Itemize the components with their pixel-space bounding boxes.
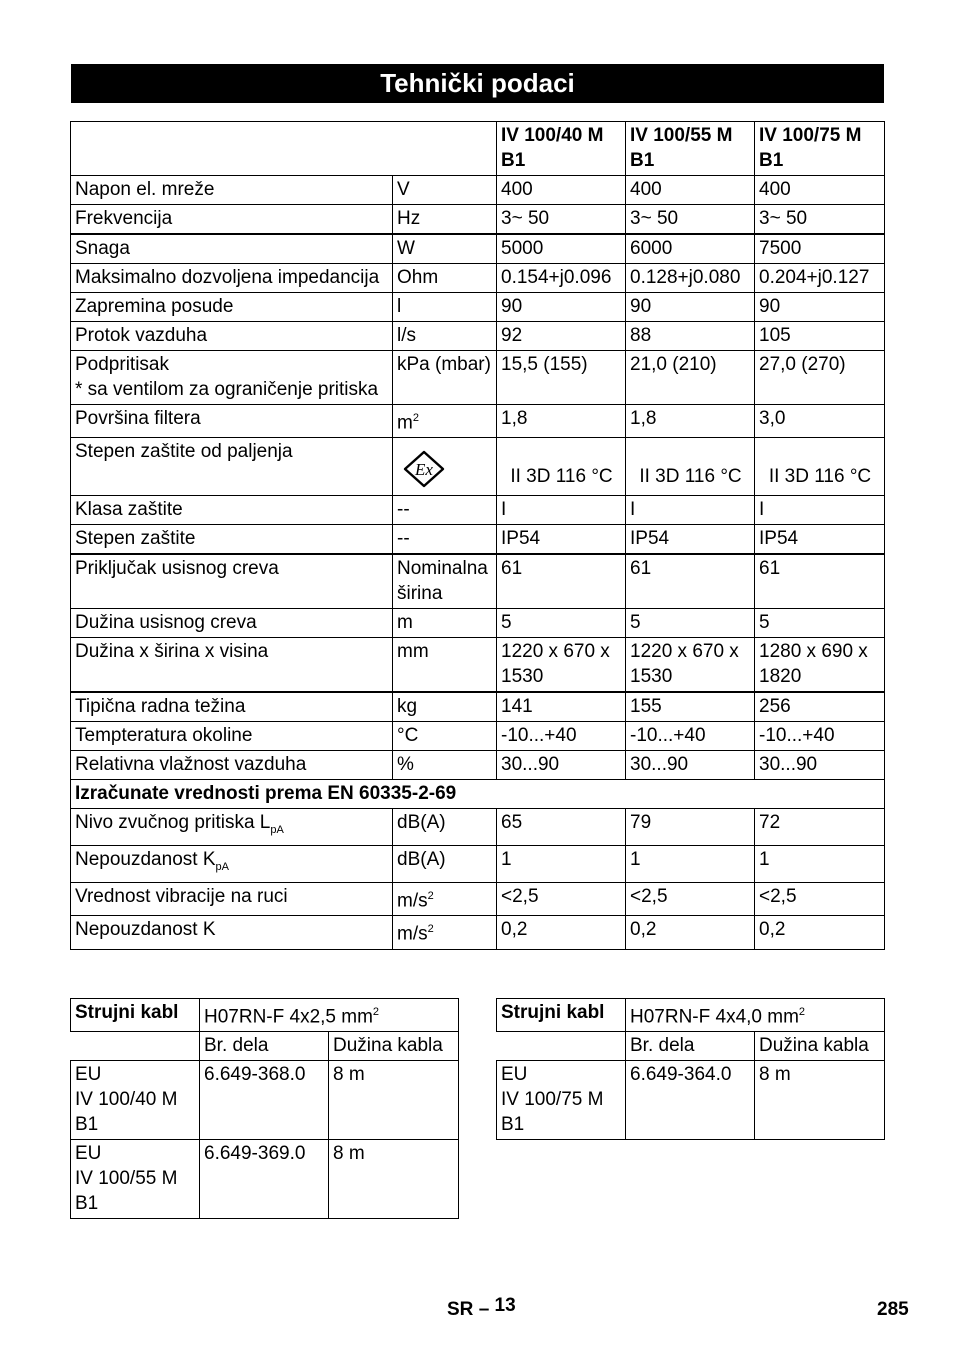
row-value: 400 bbox=[497, 176, 626, 205]
row-unit-text: m bbox=[397, 612, 413, 634]
table-row bbox=[71, 234, 885, 264]
footer-section bbox=[447, 1295, 516, 1321]
row-label bbox=[71, 525, 393, 555]
cable-row bbox=[71, 1061, 459, 1140]
cable-header-row bbox=[71, 999, 459, 1032]
row-unit-text: kPa (mbar) bbox=[397, 354, 491, 375]
section-row bbox=[71, 780, 885, 809]
row-unit bbox=[393, 722, 497, 751]
row-label bbox=[71, 176, 393, 205]
cable-type bbox=[626, 999, 885, 1032]
table-row bbox=[71, 264, 885, 293]
cable-type-text: H07RN-F 4x4,0 mm bbox=[630, 1006, 799, 1028]
row-label-text: Zapremina posude bbox=[75, 296, 234, 317]
row-unit bbox=[393, 293, 497, 322]
row-value: <2,5 bbox=[755, 882, 885, 915]
row-unit-text: mm bbox=[397, 641, 429, 663]
row-unit bbox=[393, 264, 497, 293]
model-header: IV 100/40 M B1 bbox=[497, 122, 626, 176]
footer-language: SR bbox=[447, 1299, 474, 1320]
row-label-text: Frekvencija bbox=[75, 208, 173, 229]
cable-header-row bbox=[497, 999, 885, 1032]
row-value: II 3D 116 °C bbox=[626, 438, 755, 496]
cable-col-part: Br. dela bbox=[626, 1032, 755, 1061]
row-unit bbox=[393, 234, 497, 264]
row-value: 3~ 50 bbox=[626, 205, 755, 235]
cable-label: Strujni kabl bbox=[497, 999, 626, 1032]
cable-superscript: 2 bbox=[798, 1006, 806, 1018]
row-value: II 3D 116 °C bbox=[497, 438, 626, 496]
row-value: 5000 bbox=[497, 234, 626, 264]
row-value: -10...+40 bbox=[755, 722, 885, 751]
row-value: 1,8 bbox=[497, 405, 626, 438]
row-value: I bbox=[497, 496, 626, 525]
row-unit-text: °C bbox=[397, 725, 419, 747]
row-unit-text: dB(A) bbox=[397, 849, 446, 871]
row-value: IP54 bbox=[755, 525, 885, 555]
table-row bbox=[71, 692, 885, 722]
row-value: 1 bbox=[497, 846, 626, 883]
label-subscript: pA bbox=[215, 860, 229, 873]
row-value: 1 bbox=[755, 846, 885, 883]
cable-type-text: H07RN-F 4x2,5 mm bbox=[204, 1006, 373, 1028]
cable-right-body bbox=[497, 999, 885, 1140]
row-value: 105 bbox=[755, 322, 885, 351]
row-label-text: Stepen zaštite od paljenja bbox=[75, 441, 293, 463]
row-unit-text: l bbox=[397, 296, 402, 317]
row-label-text: Tipična radna težina bbox=[75, 696, 246, 718]
row-label bbox=[71, 882, 393, 915]
technical-data-body bbox=[71, 122, 885, 950]
table-row bbox=[71, 722, 885, 751]
row-unit-text: -- bbox=[397, 528, 410, 550]
table-row bbox=[71, 846, 885, 883]
cable-left-body bbox=[71, 999, 459, 1219]
row-label bbox=[71, 638, 393, 693]
row-value: 1220 x 670 x 1530 bbox=[626, 638, 755, 693]
row-label bbox=[71, 322, 393, 351]
unit-superscript: 2 bbox=[412, 412, 419, 424]
row-label-text: Maksimalno dozvoljena impedancija bbox=[75, 267, 380, 288]
cable-row bbox=[71, 1140, 459, 1219]
row-value: 0.128+j0.080 bbox=[626, 264, 755, 293]
row-label bbox=[71, 609, 393, 638]
row-value: 0,2 bbox=[497, 916, 626, 949]
row-unit bbox=[393, 525, 497, 555]
row-unit-text: % bbox=[397, 754, 414, 776]
table-row bbox=[71, 405, 885, 438]
row-value: 79 bbox=[626, 809, 755, 846]
row-label bbox=[71, 916, 393, 949]
cable-col-length: Dužina kabla bbox=[755, 1032, 885, 1061]
row-value: 30...90 bbox=[497, 751, 626, 780]
row-unit-text: kg bbox=[397, 696, 418, 718]
cable-model: EU IV 100/55 M B1 bbox=[71, 1140, 200, 1219]
table-row bbox=[71, 351, 885, 405]
row-unit bbox=[393, 322, 497, 351]
cable-type bbox=[200, 999, 459, 1032]
row-label-text: Nepouzdanost K bbox=[75, 849, 216, 871]
row-unit bbox=[393, 405, 497, 438]
row-label-text: Dužina x širina x visina bbox=[75, 641, 269, 663]
cable-superscript: 2 bbox=[372, 1006, 380, 1018]
row-unit-text: Ohm bbox=[397, 267, 439, 288]
table-row bbox=[71, 205, 885, 235]
cable-part: 6.649-369.0 bbox=[200, 1140, 329, 1219]
row-label bbox=[71, 405, 393, 438]
row-label-text: Tempteratura okoline bbox=[75, 725, 253, 747]
cable-part: 6.649-368.0 bbox=[200, 1061, 329, 1140]
cable-part: 6.649-364.0 bbox=[626, 1061, 755, 1140]
row-label bbox=[71, 496, 393, 525]
row-unit bbox=[393, 554, 497, 609]
row-unit bbox=[393, 351, 497, 405]
row-value: 92 bbox=[497, 322, 626, 351]
row-value: 1,8 bbox=[626, 405, 755, 438]
row-value: 30...90 bbox=[626, 751, 755, 780]
row-label bbox=[71, 351, 393, 405]
row-value: 21,0 (210) bbox=[626, 351, 755, 405]
row-value: 72 bbox=[755, 809, 885, 846]
row-label-text: Površina filtera bbox=[75, 408, 201, 429]
row-value: 88 bbox=[626, 322, 755, 351]
row-label bbox=[71, 692, 393, 722]
row-unit bbox=[393, 609, 497, 638]
row-label-text: Relativna vlažnost vazduha bbox=[75, 754, 307, 776]
cable-col-length: Dužina kabla bbox=[329, 1032, 459, 1061]
row-label bbox=[71, 438, 393, 496]
row-unit-text: W bbox=[397, 238, 415, 259]
row-label-text: Klasa zaštite bbox=[75, 499, 183, 521]
table-row bbox=[71, 438, 885, 496]
row-unit-text: dB(A) bbox=[397, 812, 446, 834]
row-unit bbox=[393, 846, 497, 883]
row-value: IP54 bbox=[626, 525, 755, 555]
cable-col-part: Br. dela bbox=[200, 1032, 329, 1061]
cable-length: 8 m bbox=[329, 1061, 459, 1140]
row-value: 3~ 50 bbox=[755, 205, 885, 235]
row-value: 90 bbox=[755, 293, 885, 322]
row-label-text: Napon el. mreže bbox=[75, 179, 215, 200]
row-label bbox=[71, 722, 393, 751]
table-row bbox=[71, 293, 885, 322]
section-label: Izračunate vrednosti prema EN 60335-2-69 bbox=[71, 780, 885, 809]
row-value: 5 bbox=[626, 609, 755, 638]
row-value: 0,2 bbox=[626, 916, 755, 949]
row-value: -10...+40 bbox=[626, 722, 755, 751]
row-value: 155 bbox=[626, 692, 755, 722]
table-header-row bbox=[71, 122, 885, 176]
row-label bbox=[71, 293, 393, 322]
row-value: 256 bbox=[755, 692, 885, 722]
table-row bbox=[71, 322, 885, 351]
table-row bbox=[71, 916, 885, 949]
row-label bbox=[71, 234, 393, 264]
footer-section-page: 13 bbox=[494, 1295, 516, 1316]
row-unit bbox=[393, 496, 497, 525]
row-value: 61 bbox=[626, 554, 755, 609]
row-unit bbox=[393, 751, 497, 780]
row-label-text: Nivo zvučnog pritiska L bbox=[75, 812, 271, 834]
row-value: 1220 x 670 x 1530 bbox=[497, 638, 626, 693]
row-label-text: Dužina usisnog creva bbox=[75, 612, 257, 634]
row-unit bbox=[393, 176, 497, 205]
cable-columns-row bbox=[71, 1032, 459, 1061]
footer-dash: – bbox=[478, 1299, 490, 1320]
row-value: 65 bbox=[497, 809, 626, 846]
row-unit-text: m bbox=[397, 412, 413, 434]
row-value: 400 bbox=[626, 176, 755, 205]
row-label-text: Podpritisak * sa ventilom za ograničenje pritiska bbox=[75, 354, 379, 400]
model-header: IV 100/55 M B1 bbox=[626, 122, 755, 176]
cable-table-right bbox=[496, 998, 885, 1140]
row-unit bbox=[393, 438, 497, 496]
row-value: IP54 bbox=[497, 525, 626, 555]
row-label-text: Priključak usisnog creva bbox=[75, 558, 279, 580]
cable-table-left bbox=[70, 998, 459, 1219]
header-empty-cell bbox=[71, 122, 497, 176]
table-row bbox=[71, 525, 885, 555]
table-row bbox=[71, 809, 885, 846]
model-header: IV 100/75 M B1 bbox=[755, 122, 885, 176]
row-value: 5 bbox=[755, 609, 885, 638]
row-unit-text: l/s bbox=[397, 325, 416, 346]
cable-row bbox=[497, 1061, 885, 1140]
cable-model: EU IV 100/40 M B1 bbox=[71, 1061, 200, 1140]
row-label bbox=[71, 205, 393, 235]
row-value: 3~ 50 bbox=[497, 205, 626, 235]
atex-ex-icon bbox=[403, 450, 445, 488]
row-label-text: Protok vazduha bbox=[75, 325, 208, 346]
row-value: 1 bbox=[626, 846, 755, 883]
row-value: 15,5 (155) bbox=[497, 351, 626, 405]
row-unit-text: Hz bbox=[397, 208, 421, 229]
row-value: 61 bbox=[755, 554, 885, 609]
cable-empty-cell bbox=[71, 1032, 200, 1061]
row-label-text: Snaga bbox=[75, 238, 130, 259]
row-value: -10...+40 bbox=[497, 722, 626, 751]
svg-text:Ex: Ex bbox=[415, 460, 433, 480]
row-unit-text: -- bbox=[397, 499, 410, 521]
table-row bbox=[71, 609, 885, 638]
row-value: <2,5 bbox=[626, 882, 755, 915]
row-value: 90 bbox=[497, 293, 626, 322]
label-subscript: pA bbox=[270, 824, 284, 837]
row-value: 6000 bbox=[626, 234, 755, 264]
row-value: <2,5 bbox=[497, 882, 626, 915]
table-row bbox=[71, 496, 885, 525]
unit-superscript: 2 bbox=[427, 889, 434, 902]
footer-page-number: 285 bbox=[877, 1299, 909, 1320]
row-label bbox=[71, 751, 393, 780]
cable-length: 8 m bbox=[755, 1061, 885, 1140]
row-value: I bbox=[755, 496, 885, 525]
row-value: 0,2 bbox=[755, 916, 885, 949]
row-label-text: Nepouzdanost K bbox=[75, 919, 216, 941]
row-value: 30...90 bbox=[755, 751, 885, 780]
cable-model: EU IV 100/75 M B1 bbox=[497, 1061, 626, 1140]
row-value: 90 bbox=[626, 293, 755, 322]
row-label bbox=[71, 809, 393, 846]
page-title: Tehnički podaci bbox=[71, 64, 884, 103]
row-unit bbox=[393, 205, 497, 235]
row-label-text: Stepen zaštite bbox=[75, 528, 196, 550]
row-unit bbox=[393, 638, 497, 693]
cable-empty-cell bbox=[497, 1032, 626, 1061]
cable-length: 8 m bbox=[329, 1140, 459, 1219]
row-value: 3,0 bbox=[755, 405, 885, 438]
technical-data-table bbox=[70, 121, 885, 950]
table-row bbox=[71, 882, 885, 915]
table-row bbox=[71, 554, 885, 609]
cable-columns-row bbox=[497, 1032, 885, 1061]
row-value: 61 bbox=[497, 554, 626, 609]
table-row bbox=[71, 751, 885, 780]
row-unit-text: Nominalna širina bbox=[397, 558, 488, 605]
row-value: I bbox=[626, 496, 755, 525]
cable-label: Strujni kabl bbox=[71, 999, 200, 1032]
row-unit-text: m/s bbox=[397, 890, 428, 912]
row-label bbox=[71, 264, 393, 293]
row-value: 1280 x 690 x 1820 bbox=[755, 638, 885, 693]
row-unit bbox=[393, 692, 497, 722]
table-row bbox=[71, 638, 885, 693]
row-label-text: Vrednost vibracije na ruci bbox=[75, 885, 288, 907]
row-value: 0.154+j0.096 bbox=[497, 264, 626, 293]
unit-superscript: 2 bbox=[427, 923, 434, 936]
row-label bbox=[71, 846, 393, 883]
row-value: 7500 bbox=[755, 234, 885, 264]
row-value: 27,0 (270) bbox=[755, 351, 885, 405]
row-value: 400 bbox=[755, 176, 885, 205]
table-row bbox=[71, 176, 885, 205]
row-unit bbox=[393, 882, 497, 915]
row-value: 141 bbox=[497, 692, 626, 722]
row-unit bbox=[393, 809, 497, 846]
row-label bbox=[71, 554, 393, 609]
row-value: 5 bbox=[497, 609, 626, 638]
row-value: II 3D 116 °C bbox=[755, 438, 885, 496]
row-unit-text: V bbox=[397, 179, 410, 200]
row-unit bbox=[393, 916, 497, 949]
row-unit-text: m/s bbox=[397, 923, 428, 945]
row-value: 0.204+j0.127 bbox=[755, 264, 885, 293]
